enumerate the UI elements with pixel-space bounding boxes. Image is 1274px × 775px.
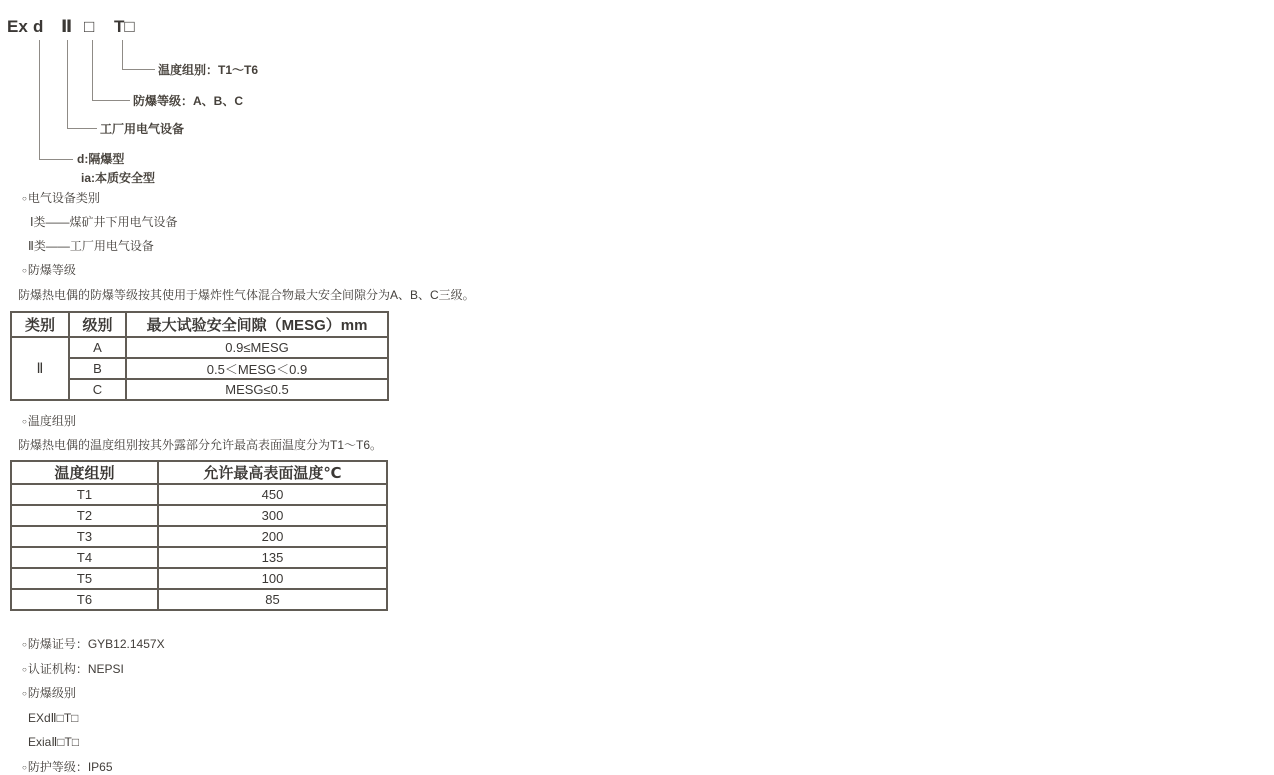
marking-type: d — [33, 17, 44, 36]
grade-title: ○防爆等级 — [22, 263, 76, 277]
bullet-icon: ○ — [22, 689, 27, 698]
bullet-icon: ○ — [22, 640, 27, 649]
bullet-icon: ○ — [22, 665, 27, 674]
temp-group-title: ○温度组别 — [22, 414, 76, 428]
class-i-line: Ⅰ类——煤矿井下用电气设备 — [30, 215, 178, 229]
table-row — [11, 547, 387, 568]
callout-category: 工厂用电气设备 — [100, 122, 185, 136]
level-exd-line: EXdⅡ□T□ — [28, 711, 79, 725]
mesg-col-grade: 级别 — [69, 312, 126, 337]
marking-category: Ⅱ — [61, 17, 73, 36]
temp-header-row — [11, 461, 387, 484]
table-row — [11, 484, 387, 505]
grade-description: 防爆热电偶的防爆等级按其使用于爆炸性气体混合物最大安全间隙分为A、B、C三级。 — [18, 288, 475, 302]
callout-line-type — [39, 40, 73, 160]
class-ii-line: Ⅱ类——工厂用电气设备 — [28, 239, 154, 253]
temp-group-t2: T2 — [11, 505, 158, 526]
marking-grade-box: □ — [84, 17, 95, 36]
marking-temp-box: T□ — [114, 17, 135, 36]
callout-grade: 防爆等级：A、B、C — [133, 94, 243, 108]
level-title-line: ○防爆级别 — [22, 686, 76, 700]
mesg-grade-c: C — [69, 379, 126, 400]
temp-group-t5: T5 — [11, 568, 158, 589]
mesg-col-category: 类别 — [11, 312, 69, 337]
table-row — [11, 337, 388, 358]
mesg-table — [10, 311, 389, 401]
protection-line: ○防护等级：IP65 — [22, 760, 113, 774]
temp-value-t5: 100 — [158, 568, 387, 589]
mesg-category-value: Ⅱ — [11, 337, 69, 400]
temp-col-temp: 允许最高表面温度℃ — [158, 461, 387, 484]
temp-value-t6: 85 — [158, 589, 387, 610]
table-row — [11, 568, 387, 589]
bullet-icon: ○ — [22, 194, 27, 203]
table-row — [11, 526, 387, 547]
table-row — [11, 505, 387, 526]
temp-group-t1: T1 — [11, 484, 158, 505]
temp-group-t4: T4 — [11, 547, 158, 568]
level-exia-line: ExiaⅡ□T□ — [28, 735, 80, 749]
bullet-icon: ○ — [22, 763, 27, 772]
temp-value-t3: 200 — [158, 526, 387, 547]
marking-ex: Ex — [7, 17, 28, 36]
cert-org-line: ○认证机构：NEPSI — [22, 662, 124, 676]
callout-temp-group: 温度组别：T1～T6 — [158, 63, 259, 77]
temp-value-t4: 135 — [158, 547, 387, 568]
temp-group-t6: T6 — [11, 589, 158, 610]
callout-type-ia: ia:本质安全型 — [81, 171, 156, 185]
temp-group-description: 防爆热电偶的温度组别按其外露部分允许最高表面温度分为T1～T6。 — [18, 438, 383, 452]
temp-col-group: 温度组别 — [11, 461, 158, 484]
cert-no-line: ○防爆证号：GYB12.1457X — [22, 637, 165, 651]
mesg-header-row — [11, 312, 388, 337]
temp-group-t3: T3 — [11, 526, 158, 547]
bullet-icon: ○ — [22, 417, 27, 426]
table-row — [11, 589, 387, 610]
callout-type-d: d:隔爆型 — [77, 152, 125, 166]
temperature-table — [10, 460, 388, 611]
callout-line-grade — [92, 40, 130, 101]
mesg-range-c: MESG≤0.5 — [126, 379, 388, 400]
temp-value-t2: 300 — [158, 505, 387, 526]
bullet-icon: ○ — [22, 266, 27, 275]
equipment-category-title: ○电气设备类别 — [22, 191, 100, 205]
mesg-grade-a: A — [69, 337, 126, 358]
mesg-range-b: 0.5＜MESG＜0.9 — [126, 358, 388, 379]
mesg-range-a: 0.9≤MESG — [126, 337, 388, 358]
temp-value-t1: 450 — [158, 484, 387, 505]
mesg-col-range: 最大试验安全间隙（MESG）mm — [126, 312, 388, 337]
mesg-grade-b: B — [69, 358, 126, 379]
